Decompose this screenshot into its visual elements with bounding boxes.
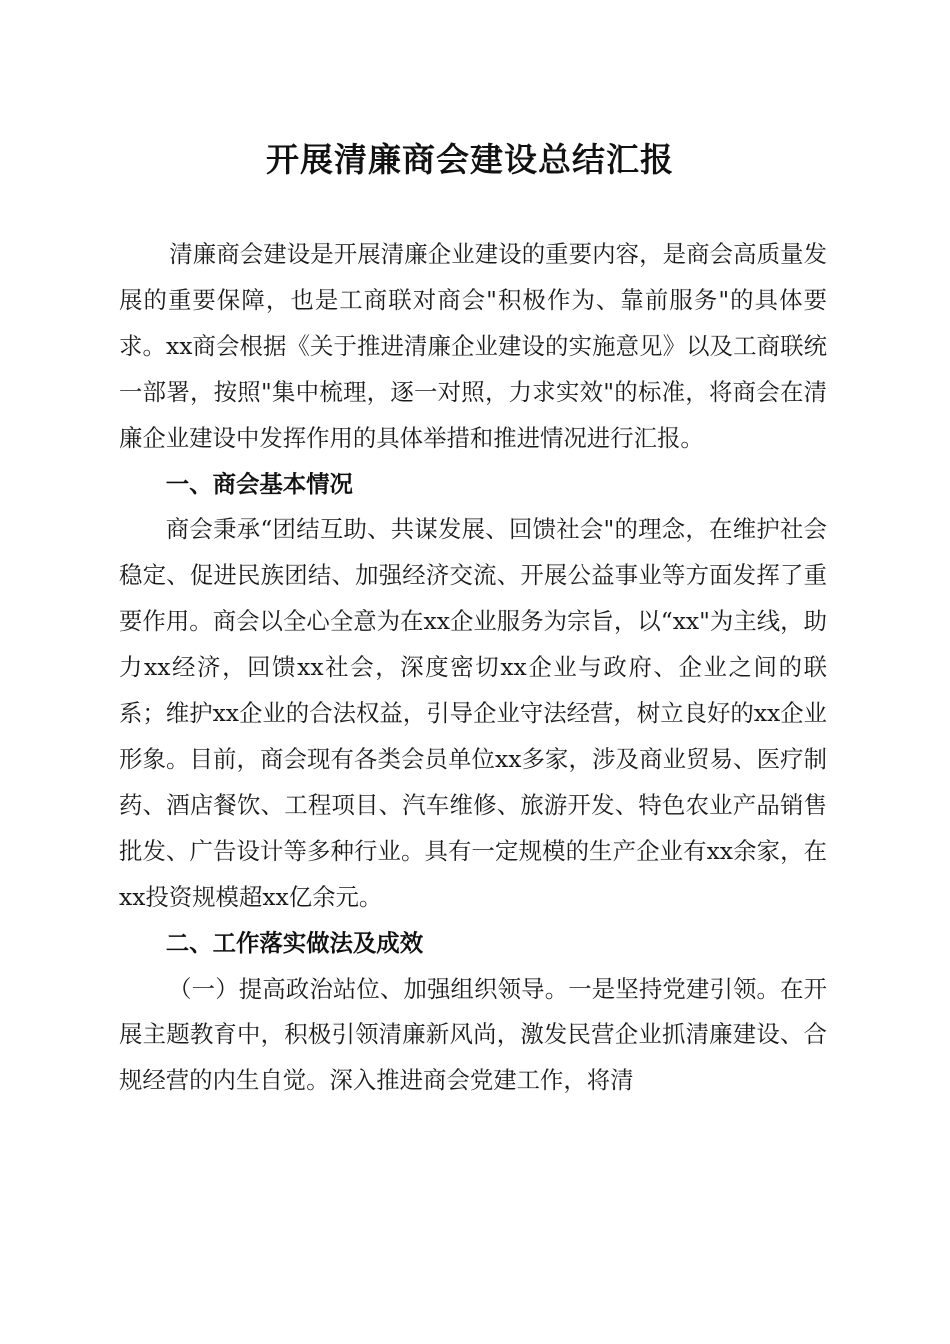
document-body xyxy=(119,232,827,1104)
section-heading-work-results: 二、工作落实做法及成效 xyxy=(165,928,424,957)
section-basic-info-paragraph: 商会秉承“团结互助、共谋发展、回馈社会"的理念，在维护社会稳定、促进民族团结、加强经济交流、开展公益事业等方面发挥了重要作用。商会以全心全意为在xx企业服务为宗旨，以“xx"为主线，助力xx经济，回馈xx社会，深度密切xx企业与政府、企业之间的联系；维护xx企业的合法权益，引导企业守法经营，树立良好的xx企业形象。目前，商会现有各类会员单位xx多家，涉及商业贸易、医疗制药、酒店餐饮、工程项目、汽车维修、旅游开发、特色农业产品销售批发、广告设计等多种行业。具有一定规模的生产企业有xx余家，在xx投资规模超xx亿余元。 xyxy=(119,515,827,911)
document-title: 开展清廉商会建设总结汇报 xyxy=(266,140,674,179)
section-heading-basic-info: 一、商会基本情况 xyxy=(165,469,353,498)
section-work-results-paragraph: （一）提高政治站位、加强组织领导。一是坚持党建引领。在开展主题教育中，积极引领清廉新风尚，激发民营企业抓清廉建设、合规经营的内生自觉。深入推进商会党建工作，将清 xyxy=(119,974,827,1095)
intro-paragraph: 清廉商会建设是开展清廉企业建设的重要内容，是商会高质量发展的重要保障，也是工商联对商会"积极作为、靠前服务"的具体要求。xx商会根据《关于推进清廉企业建设的实施意见》以及工商联统一部署，按照"集中梳理，逐一对照，力求实效"的标准，将商会在清廉企业建设中发挥作用的具体举措和推进情况进行汇报。 xyxy=(119,240,827,452)
